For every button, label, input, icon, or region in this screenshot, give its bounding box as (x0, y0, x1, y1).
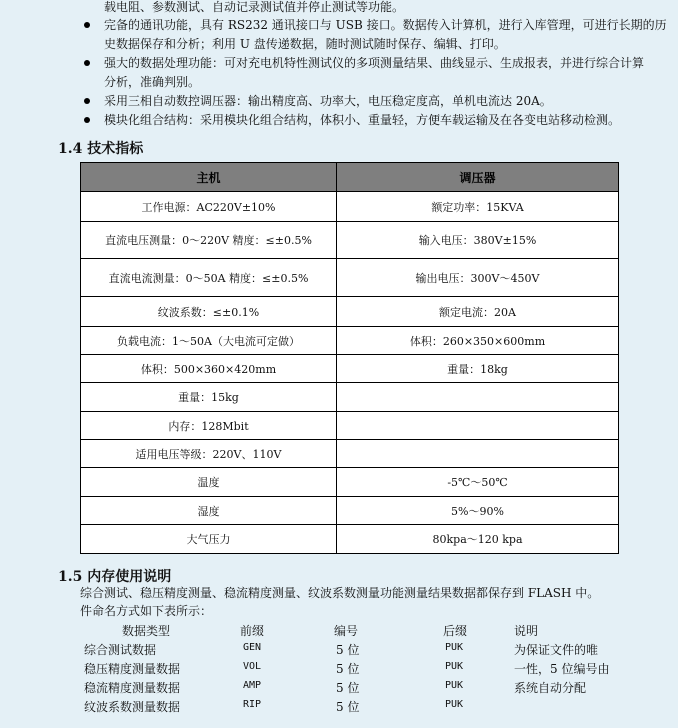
bullet-dot (84, 98, 90, 104)
memory-cell-prefix: RIP (243, 699, 262, 710)
memory-table-header (0, 622, 678, 640)
spec-cell: 重量：18kg (337, 355, 619, 383)
spec-cell: -5℃～50℃ (337, 468, 619, 497)
table-row (81, 259, 619, 297)
spec-cell: 湿度 (81, 497, 337, 525)
spec-cell (337, 412, 619, 440)
spec-cell (337, 383, 619, 412)
memory-cell-type: 综合测试数据 (84, 643, 157, 657)
memory-cell-number: 5 位 (336, 681, 360, 695)
memory-cell-suffix: PUK (445, 699, 464, 710)
spec-cell: 5%～90% (337, 497, 619, 525)
spec-header-regulator: 调压器 (337, 163, 619, 192)
memory-cell-type: 稳流精度测量数据 (84, 681, 181, 695)
memory-cell-suffix: PUK (445, 642, 464, 653)
memory-cell-type: 稳压精度测量数据 (84, 662, 181, 676)
intro-line-0: 载电阻、参数测试、自动记录测试值并停止测试等功能。 (104, 0, 405, 14)
memory-cell-prefix: GEN (243, 642, 262, 653)
table-row (81, 355, 619, 383)
spec-cell: 直流电压测量：0～220V 精度：≤±0.5% (81, 222, 337, 259)
memory-header-suffix: 后缀 (443, 624, 468, 638)
table-row (0, 698, 678, 716)
spec-cell: 适用电压等级：220V、110V (81, 440, 337, 468)
memory-cell-suffix: PUK (445, 661, 464, 672)
memory-header-type: 数据类型 (122, 624, 171, 638)
spec-cell: 额定电流：20A (337, 297, 619, 327)
spec-cell: 直流电流测量：0～50A 精度：≤±0.5% (81, 259, 337, 297)
spec-cell: 80kpa～120 kpa (337, 525, 619, 554)
spec-cell: 额定功率：15KVA (337, 192, 619, 222)
bullet-dot (84, 22, 90, 28)
section-heading-1-5: 1.5 内存使用说明 (58, 569, 172, 585)
table-row (81, 497, 619, 525)
spec-table-header-row (81, 163, 619, 192)
bullet-2-line-1: 强大的数据处理功能：可对充电机特性测试仪的多项测量结果、曲线显示、生成报表，并进行综合计算 (104, 56, 645, 70)
spec-cell: 内存：128Mbit (81, 412, 337, 440)
memory-header-note: 说明 (514, 624, 539, 638)
memory-cell-prefix: VOL (243, 661, 262, 672)
memory-cell-note: 为保证文件的唯 (514, 643, 599, 657)
memory-header-prefix: 前缀 (240, 624, 265, 638)
memory-cell-suffix: PUK (445, 680, 464, 691)
spec-header-host: 主机 (81, 163, 337, 192)
bullet-1-line-1: 完备的通讯功能，具有 RS232 通讯接口与 USB 接口。数据传入计算机，进行入库管理，可进行长期的历 (104, 18, 667, 32)
table-row (81, 192, 619, 222)
table-row (0, 641, 678, 659)
bullet-dot (84, 117, 90, 123)
section-1-5-paragraph: 综合测试、稳压精度测量、稳流精度测量、纹波系数测量功能测量结果数据都保存到 FLASH 中。 (80, 586, 600, 600)
spec-cell: 输出电压：300V～450V (337, 259, 619, 297)
memory-cell-type: 纹波系数测量数据 (84, 700, 181, 714)
memory-cell-note: 一性，5 位编号由 (514, 662, 610, 676)
table-row (81, 412, 619, 440)
spec-cell: 体积：260×350×600mm (337, 327, 619, 355)
spec-cell (337, 440, 619, 468)
table-row (81, 468, 619, 497)
table-row (81, 222, 619, 259)
table-row (81, 327, 619, 355)
spec-cell: 负载电流：1～50A（大电流可定做） (81, 327, 337, 355)
table-row (0, 679, 678, 697)
section-heading-1-4: 1.4 技术指标 (58, 141, 144, 157)
memory-cell-number: 5 位 (336, 662, 360, 676)
table-row (0, 660, 678, 678)
spec-cell: 工作电源：AC220V±10% (81, 192, 337, 222)
memory-cell-number: 5 位 (336, 700, 360, 714)
spec-cell: 纹波系数：≤±0.1% (81, 297, 337, 327)
table-row (81, 297, 619, 327)
spec-cell: 温度 (81, 468, 337, 497)
bullet-2-line-2: 分析，准确判别。 (104, 75, 201, 89)
memory-header-number: 编号 (334, 624, 359, 638)
bullet-3-line-1: 采用三相自动数控调压器：输出精度高、功率大，电压稳定度高，单机电流达 20A。 (104, 94, 552, 108)
table-row (81, 383, 619, 412)
bullet-dot (84, 60, 90, 66)
spec-cell: 大气压力 (81, 525, 337, 554)
memory-cell-prefix: AMP (243, 680, 262, 691)
spec-cell: 输入电压：380V±15% (337, 222, 619, 259)
spec-table (80, 162, 619, 554)
memory-cell-note: 系统自动分配 (514, 681, 587, 695)
section-1-5-paragraph: 件命名方式如下表所示： (80, 604, 213, 618)
bullet-4-line-1: 模块化组合结构：采用模块化组合结构，体积小、重量轻，方便车载运输及在各变电站移动检测。 (104, 113, 621, 127)
memory-cell-number: 5 位 (336, 643, 360, 657)
table-row (81, 525, 619, 554)
spec-cell: 体积：500×360×420mm (81, 355, 337, 383)
table-row (81, 440, 619, 468)
bullet-1-line-2: 史数据保存和分析；利用 U 盘传递数据，随时测试随时保存、编辑、打印。 (104, 37, 506, 51)
spec-cell: 重量：15kg (81, 383, 337, 412)
